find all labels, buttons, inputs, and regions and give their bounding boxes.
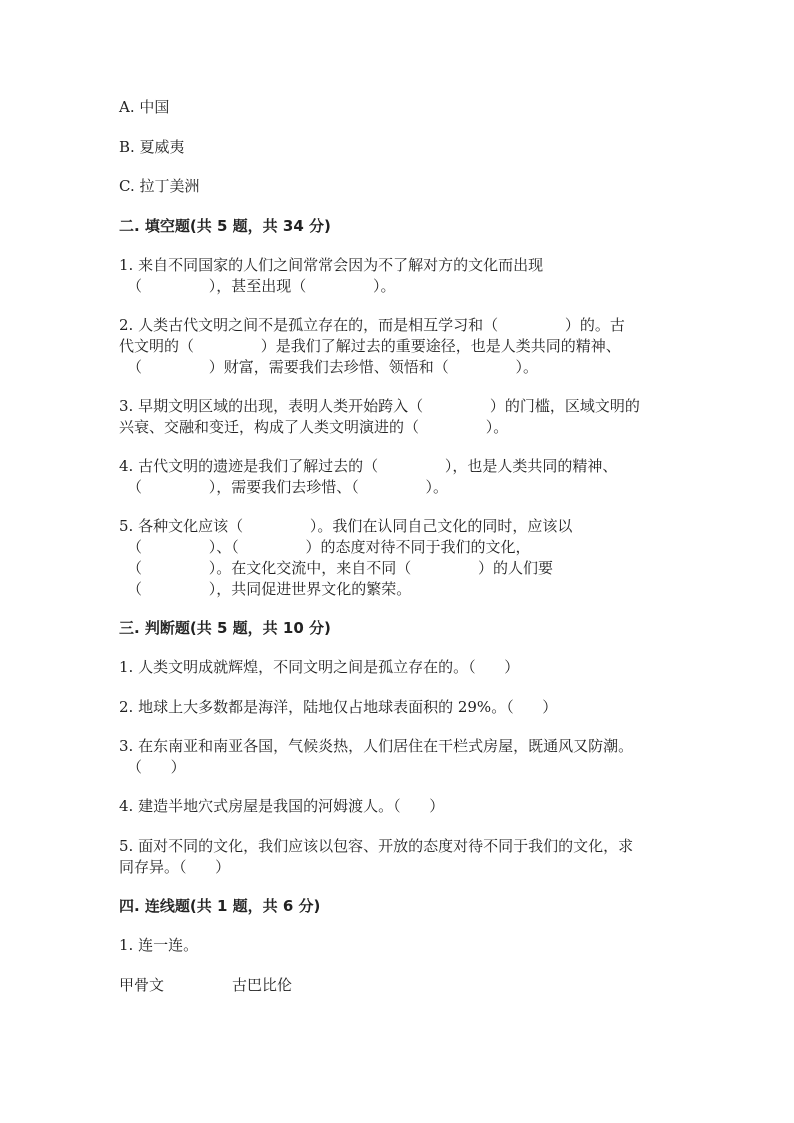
section-heading-matching: 四. 连线题(共 1 题，共 6 分) — [119, 897, 321, 915]
fill-blank-q2-line2: 代文明的（ ）是我们了解过去的重要途径，也是人类共同的精神、 — [119, 337, 621, 355]
true-false-q2: 2. 地球上大多数都是海洋，陆地仅占地球表面积的 29%。（ ） — [119, 698, 558, 716]
true-false-q3-line1: 3. 在东南亚和南亚各国，气候炎热，人们居住在干栏式房屋，既通风又防潮。 — [119, 737, 634, 755]
fill-blank-q2-line3: （ ）财富，需要我们去珍惜、领悟和（ ）。 — [127, 358, 539, 376]
fill-blank-q2-line1: 2. 人类古代文明之间不是孤立存在的，而是相互学习和（ ）的。古 — [119, 316, 625, 334]
fill-blank-q5-line3: （ ）。在文化交流中，来自不同（ ）的人们要 — [127, 559, 554, 577]
option-a: A. 中国 — [119, 98, 170, 116]
fill-blank-q1-line1: 1. 来自不同国家的人们之间常常会因为不了解对方的文化而出现 — [119, 256, 544, 274]
matching-q1: 1. 连一连。 — [119, 936, 199, 954]
fill-blank-q5-line1: 5. 各种文化应该（ ）。我们在认同自己文化的同时，应该以 — [119, 517, 573, 535]
section-heading-true-false: 三. 判断题(共 5 题，共 10 分) — [119, 619, 331, 637]
true-false-q4: 4. 建造半地穴式房屋是我国的河姆渡人。（ ） — [119, 797, 445, 815]
matching-right-item: 古巴比伦 — [232, 976, 293, 994]
fill-blank-q4-line1: 4. 古代文明的遗迹是我们了解过去的（ ），也是人类共同的精神、 — [119, 457, 618, 475]
fill-blank-q4-line2: （ ），需要我们去珍惜、（ ）。 — [127, 478, 449, 496]
true-false-q5-line2: 同存异。（ ） — [119, 858, 231, 876]
matching-left-item: 甲骨文 — [119, 976, 165, 994]
true-false-q3-line2: （ ） — [127, 758, 186, 776]
section-heading-fill-blank: 二. 填空题(共 5 题，共 34 分) — [119, 217, 331, 235]
fill-blank-q5-line2: （ ）、（ ）的态度对待不同于我们的文化， — [127, 538, 531, 556]
fill-blank-q1-line2: （ ），甚至出现（ ）。 — [127, 277, 396, 295]
true-false-q1: 1. 人类文明成就辉煌，不同文明之间是孤立存在的。（ ） — [119, 658, 520, 676]
true-false-q5-line1: 5. 面对不同的文化，我们应该以包容、开放的态度对待不同于我们的文化，求 — [119, 837, 634, 855]
fill-blank-q5-line4: （ ），共同促进世界文化的繁荣。 — [127, 580, 412, 598]
fill-blank-q3-line2: 兴衰、交融和变迁，构成了人类文明演进的（ ）。 — [119, 418, 509, 436]
option-c: C. 拉丁美洲 — [119, 177, 200, 195]
option-b: B. 夏威夷 — [119, 138, 185, 156]
fill-blank-q3-line1: 3. 早期文明区域的出现，表明人类开始跨入（ ）的门槛，区域文明的 — [119, 397, 640, 415]
